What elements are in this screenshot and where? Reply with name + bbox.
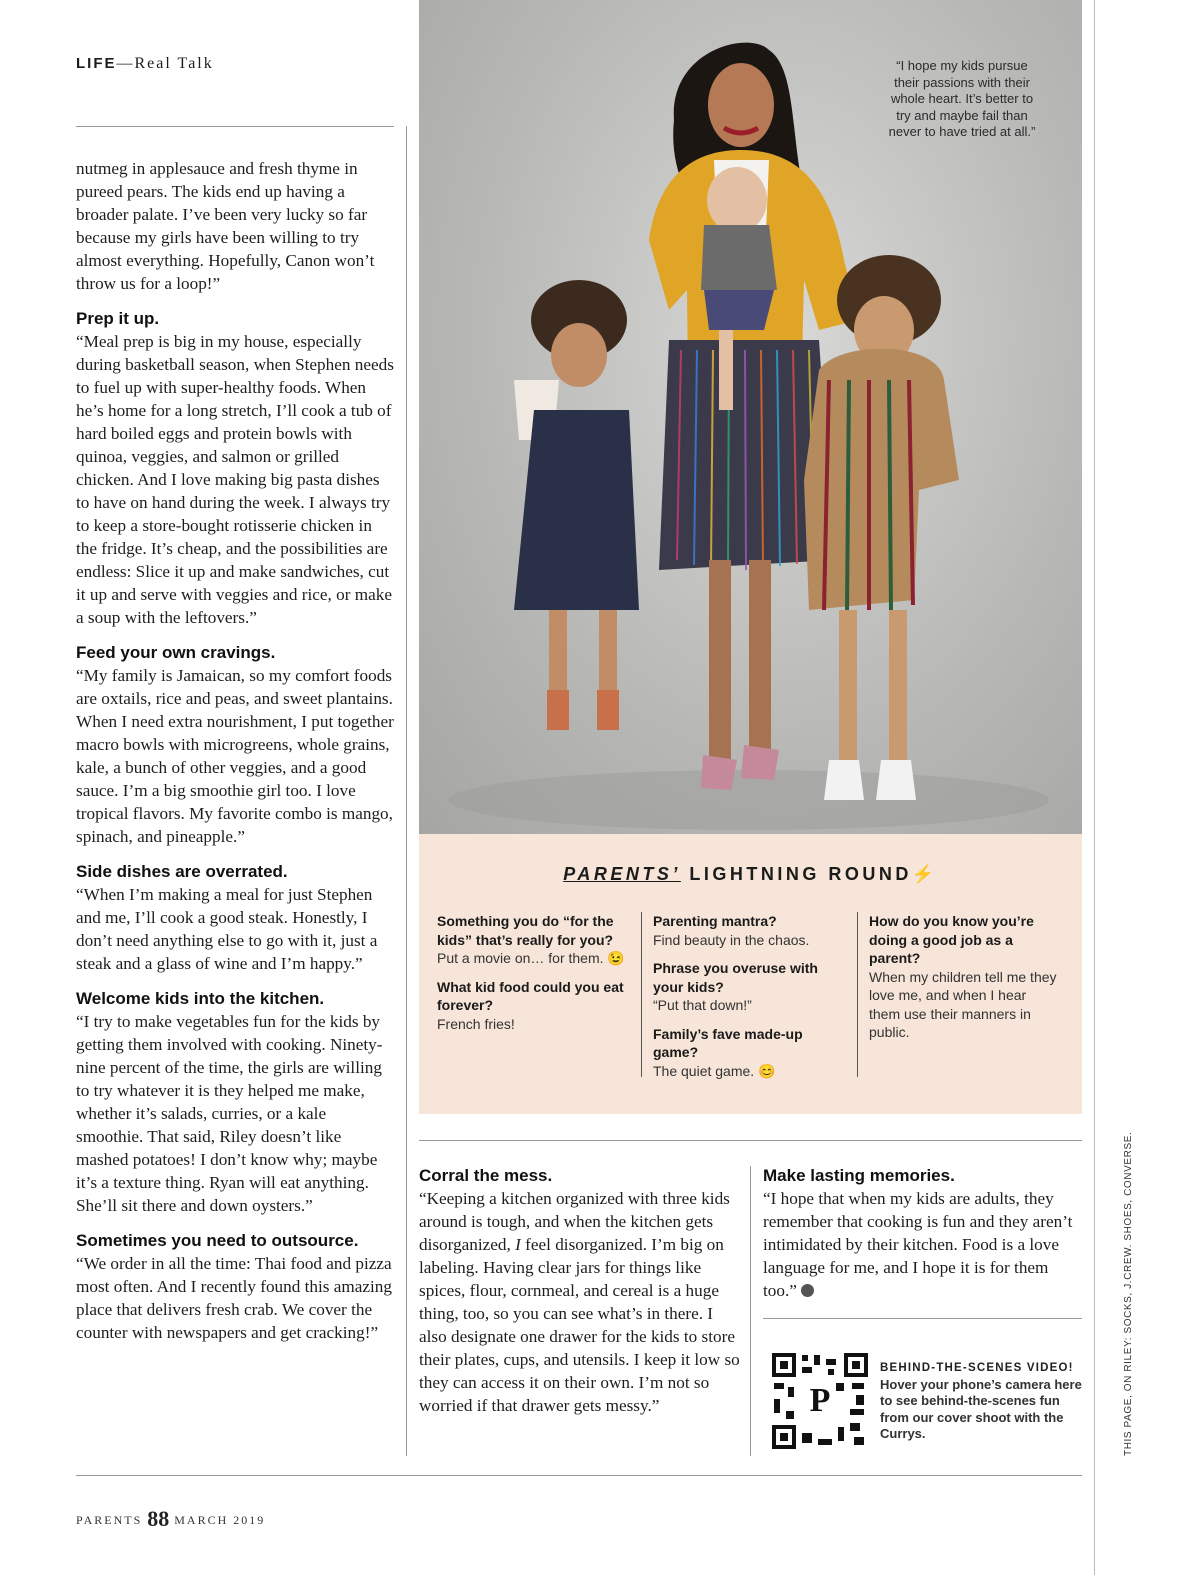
qr-logo: P	[804, 1381, 836, 1421]
section-heading: Make lasting memories.	[763, 1166, 955, 1185]
lr-question: What kid food could you eat forever?	[437, 978, 624, 1013]
memories-section	[763, 1164, 1083, 1302]
section-body: “Keeping a kitchen organized with three kids around is tough, and when the kitchen gets disorganized,	[419, 1189, 730, 1254]
lightning-col-1	[437, 912, 627, 1043]
behind-scenes-callout	[880, 1360, 1085, 1443]
section-heading: Prep it up.	[76, 309, 160, 328]
section-heading: Feed your own cravings.	[76, 643, 276, 662]
section-body: “Meal prep is big in my house, especially during basketball season, when Stephen needs to fuel up with super-healthy foods. When he’s home for a long stretch, I’ll cook a tub of hard boiled eggs and protein bowls with quinoa, veggies, and salmon or grilled chicken. And I love making big pasta dishes to have on hand during the week. I always try to keep a store-bought rotisserie chicken in the fridge. It’s cheap, and the possibilities are endless: Slice it up and make sandwiches, cut it up and serve with veggies and rice, or make a soup with the leftovers.”	[76, 332, 394, 627]
section-label: LIFE	[76, 55, 117, 72]
section-heading: Side dishes are overrated.	[76, 862, 288, 881]
page-header	[76, 55, 214, 73]
lr-answer: The quiet game. 😊	[653, 1062, 776, 1079]
section-body: “My family is Jamaican, so my comfort foods are oxtails, rice and peas, and sweet plantains. When I need extra nourishment, I put together macro bowls with microgreens, whole grains, kale, a bunch of other veggies, and a good sauce. I’m a big smoothie girl too. I love tropical flavors. My favorite combo is mango, spinach, and pineapple.”	[76, 666, 394, 846]
intro-paragraph: nutmeg in applesauce and fresh thyme in pureed pears. The kids end up having a broader palate. I’ve been very lucky so far because my girls have been willing to try almost everything. Hopefully, Canon won’t throw us for a loop!”	[76, 159, 375, 293]
article-section	[76, 641, 396, 848]
lightning-round-title-main: LIGHTNING ROUND	[689, 864, 912, 884]
section-body: “We order in all the time: Thai food and pizza most often. And I recently found this amazing place that delivers fresh crab. We cover the counter with newspapers and get cracking!”	[76, 1254, 392, 1342]
corral-section	[419, 1164, 741, 1417]
page-number: 88	[147, 1506, 170, 1531]
page-edge-line	[1094, 0, 1095, 1575]
header-dash: —	[116, 55, 135, 72]
footer-rule	[76, 1475, 1082, 1476]
lr-answer: When my children tell me they love me, and when I hear them use their manners in public.	[869, 968, 1057, 1040]
bottom-column-divider	[750, 1166, 751, 1456]
lightning-round-panel	[419, 834, 1082, 1114]
section-body: “I hope that when my kids are adults, they remember that cooking is fun and they aren’t intimidated by their kitchen. Food is a love language for me, and I hope it is for them too.”	[763, 1189, 1073, 1300]
section-body-emphasis: I	[515, 1235, 521, 1254]
header-rule	[76, 126, 394, 127]
behind-scenes-title: BEHIND-THE-SCENES VIDEO!	[880, 1362, 1074, 1374]
lightning-divider	[641, 912, 642, 1077]
section-body: “When I’m making a meal for just Stephen and me, I’ll cook a good steak. Honestly, I don’t need anything else to go with it, just a steak and a glass of wine and I’m happy.”	[76, 885, 378, 973]
article-section	[76, 987, 396, 1217]
memories-rule	[763, 1318, 1082, 1319]
left-article-column	[76, 157, 396, 1356]
photo-credit: THIS PAGE, ON RILEY: SOCKS, J.CREW. SHOES, CONVERSE.	[1123, 1131, 1134, 1456]
lr-question: Phrase you overuse with your kids?	[653, 960, 818, 995]
lightning-col-2	[653, 912, 843, 1090]
subsection-label: Real Talk	[134, 55, 214, 72]
lightning-bolt-icon: ⚡	[911, 864, 938, 884]
lr-question: Family’s fave made-up game?	[653, 1025, 803, 1060]
photo-quote: “I hope my kids pursue their passions with their whole heart. It’s better to try and maybe fail than never to have tried at all.”	[888, 58, 1036, 139]
bottom-section-rule	[419, 1140, 1082, 1141]
article-section	[76, 307, 396, 629]
lr-question: How do you know you’re doing a good job as a parent?	[869, 913, 1034, 966]
section-heading: Corral the mess.	[419, 1166, 553, 1185]
section-heading: Sometimes you need to outsource.	[76, 1231, 359, 1250]
end-mark-icon	[801, 1284, 814, 1297]
lr-question: Something you do “for the kids” that’s really for you?	[437, 913, 614, 948]
qr-code[interactable]	[772, 1353, 868, 1449]
lr-answer: Put a movie on… for them. 😉	[437, 950, 625, 966]
lightning-round-title	[419, 864, 1082, 885]
page-footer	[76, 1506, 265, 1532]
lr-answer: “Put that down!”	[653, 997, 752, 1013]
lightning-divider	[857, 912, 858, 1077]
left-column-divider	[406, 126, 407, 1456]
lightning-round-title-parents: PARENTS’	[563, 864, 681, 884]
behind-scenes-body: Hover your phone’s camera here to see behind-the-scenes fun from our cover shoot with the Currys.	[880, 1376, 1082, 1441]
footer-magazine: PARENTS	[76, 1513, 143, 1527]
family-photo	[419, 0, 1082, 834]
footer-issue: MARCH 2019	[174, 1513, 266, 1527]
article-section	[76, 860, 396, 975]
section-body: feel disorganized. I’m big on labeling. Having clear jars for things like spices, flour, cornmeal, and cereal is a huge thing, too, so you can see what’s in there. I also designate one drawer for the kids to store their plates, cups, and utensils. I keep it low so they can access it on their own. I’m not so worried if that drawer gets messy.”	[419, 1235, 740, 1415]
section-body: “I try to make vegetables fun for the kids by getting them involved with cooking. Ninety-nine percent of the time, the girls are willing to try whatever it is they helped me make, whether it’s salads, curries, or a kale smoothie. That said, Riley doesn’t like mashed potatoes! I don’t know why; maybe it’s a texture thing. Ryan will eat anything. She’ll sit there and down oysters.”	[76, 1012, 383, 1215]
lr-question: Parenting mantra?	[653, 913, 777, 929]
section-heading: Welcome kids into the kitchen.	[76, 989, 325, 1008]
lr-answer: French fries!	[437, 1015, 515, 1032]
lightning-col-3	[869, 912, 1059, 1052]
lr-answer: Find beauty in the chaos.	[653, 931, 810, 948]
article-section	[76, 1229, 396, 1344]
